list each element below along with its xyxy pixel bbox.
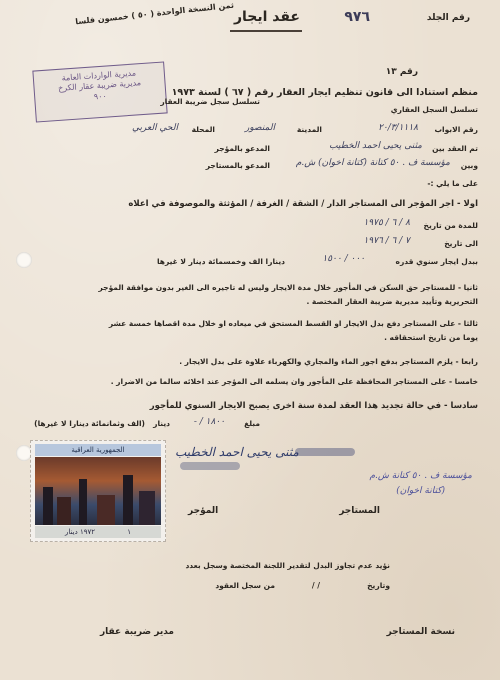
city-value: المنصور — [245, 123, 275, 133]
as-follows: على ما يلي :- — [427, 179, 478, 188]
serial-number: رقم ١٣ — [385, 67, 418, 77]
clause-6-currency: دينار — [153, 419, 170, 428]
director-label: مدير ضريبة عقار — [100, 627, 175, 637]
copy-label: نسخة المستاجر — [386, 627, 455, 637]
register-label: تسلسل السجل العقاري — [390, 105, 478, 114]
title-underline — [230, 30, 302, 32]
clause-1-from-label: للمدة من تاريخ — [423, 221, 478, 230]
signature-scribble — [180, 462, 240, 470]
lessee-label: المستاجر — [339, 506, 380, 516]
revenue-stamp-footer — [35, 526, 161, 538]
clause-1-rent-label: ببدل ايجار سنوي قدره — [395, 257, 478, 266]
stamp-line-3: ٩٠٠ — [93, 91, 108, 102]
clause-6-amount-label: مبلغ — [244, 419, 260, 428]
lessee-scrawl — [295, 448, 355, 456]
lessor-name: مثنى يحيى احمد الخطيب — [329, 141, 422, 151]
clause-1-to-value: ٧ / ٦ / ١٩٧٦ — [363, 236, 410, 246]
clause-1-rent-value: ٠٠٠ / ١٥٠٠ — [322, 254, 365, 264]
clause-1-to-label: الى تاريخ — [444, 239, 478, 248]
district-value: الحي العربي — [132, 123, 178, 133]
revenue-stamp-year: ١٩٧٢ دينار — [65, 528, 95, 536]
footer-from-register: من سجل العقود — [215, 581, 275, 590]
lessee-name: مؤسسة ف . ٥٠ كتانة (كتانة اخوان) ش.م — [295, 158, 450, 168]
punch-hole-top — [16, 252, 32, 268]
stamp-line-2: مديرية ضريبة عقار الكرخ — [57, 78, 142, 94]
footer-date-label: وتاريخ — [367, 581, 390, 590]
clause-1-line-1: اولا - اجر المؤجر الى المستاجر الدار / الشقة / الغرفة / المؤثثة والموصوفة في اعلاه — [128, 199, 478, 209]
and-label: وبين — [460, 161, 478, 170]
city-label: المدينة — [296, 125, 322, 134]
clause-2-line-1: ثانيا - للمستاجر حق السكن في المأجور خلال مدة الايجار وليس له تاجيره الى الغير بدون موافقة المؤجر — [98, 283, 478, 292]
stamp-line-1: مديرية الواردات العامة — [61, 68, 137, 83]
clause-5-line-1: خامسا - على المستاجر المحافظة على المأجور وان يسلمه الى المؤجر عند اخلائه سالما من الاضرار . — [110, 377, 478, 386]
doors-label: رقم الابواب — [434, 125, 478, 134]
lessee-signature: مؤسسة ف . ٥٠ كتانة ش.م — [369, 471, 472, 481]
tax-register-label: تسلسل سجل ضريبة العقار — [160, 97, 260, 106]
lessee-signature-2: (كتانة اخوان) — [396, 486, 445, 496]
clause-1-rent-words: دينارا الف وخمسمائة دينار لا غيرها — [156, 257, 285, 266]
clause-2-line-2: التحريرية وتأييد مديرية ضريبة العقار المختصة . — [306, 297, 478, 306]
revenue-stamp-header: الجمهورية العراقية — [35, 444, 161, 456]
revenue-stamp-denomination: ١ — [127, 528, 131, 536]
clause-6-amount-value: ١٨٠٠ / - — [193, 417, 225, 427]
footer-note: نؤيد عدم تجاوز البدل لتقدير اللجنة المختصة وسجل بعدد — [185, 561, 390, 570]
clause-3-line-2: يوما من تاريخ استحقاقه . — [384, 333, 478, 342]
clause-1-from-value: ٨ / ٦ / ١٩٧٥ — [363, 218, 410, 228]
between-label: تم العقد بين — [432, 144, 478, 153]
volume-label: رقم الجلد — [426, 13, 470, 23]
clause-6-line-1: سادسا - في حالة تجديد هذا العقد لمدة سنة اخرى يصبح الايجار السنوي للمأجور — [149, 401, 478, 411]
contract-number: ٩٧٦ — [344, 9, 370, 25]
lessor-label: المؤجر — [188, 506, 219, 516]
contract-title: عقد ايجار — [233, 9, 300, 25]
lessor-signature: مثنى يحيى احمد الخطيب — [175, 445, 299, 459]
revenue-stamp-artwork — [35, 457, 161, 525]
district-label: المحلة — [191, 125, 215, 134]
clause-4-line-1: رابعا - يلزم المستاجر بدفع اجور الماء والمجاري والكهرباء علاوة على بدل الايجار . — [179, 357, 478, 366]
lessee-role: المدعو بالمستاجر — [205, 161, 270, 170]
clause-6-words: (الف وثمانمائة دينارا لا غيرها) — [34, 419, 145, 428]
price-note: ثمن النسخة الواحدة ( ٥٠ ) خمسون فلسا — [74, 0, 235, 27]
revenue-stamp — [30, 440, 166, 542]
footer-date-blank: / / — [311, 581, 320, 590]
doors-value: ٢٠/٣/١١١٨ — [378, 123, 418, 133]
lessor-role: المدعو بالمؤجر — [214, 144, 270, 153]
office-stamp — [32, 61, 167, 122]
clause-3-line-1: ثالثا - على المستاجر دفع بدل الايجار او القسط المستحق في ميعاده او خلال مدة اقصاها خمسة عشر — [108, 319, 478, 328]
law-reference: منظم استنادا الى قانون تنظيم ايجار العقار رقم ( ٦٧ ) لسنة ١٩٧٣ — [171, 87, 478, 98]
